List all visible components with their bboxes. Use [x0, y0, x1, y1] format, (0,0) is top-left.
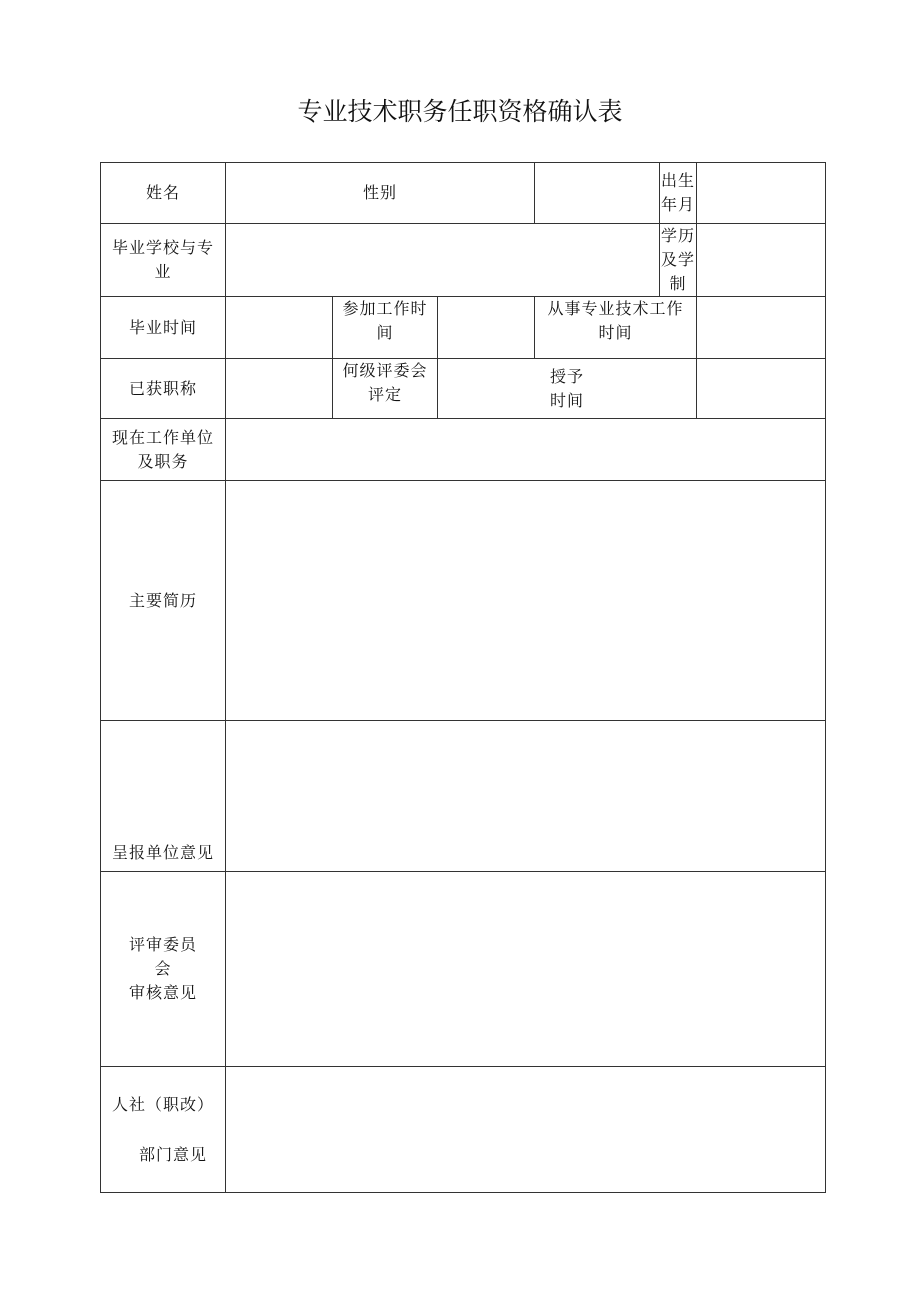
label-review-line2: 会 [154, 959, 172, 978]
label-report-opinion: 呈报单位意见 [101, 721, 226, 872]
row-current-unit [101, 419, 826, 481]
label-gender: 性别 [226, 163, 535, 224]
field-work-start[interactable] [438, 297, 535, 359]
label-review-line1: 评审委员 [128, 935, 197, 954]
label-unit-line2: 及职务 [137, 451, 189, 471]
field-obtained-title[interactable] [226, 359, 333, 419]
label-tech-work-line2: 时间 [598, 323, 633, 342]
label-birth: 出生年月 [660, 163, 697, 224]
label-granted-line1: 授予 [549, 366, 584, 386]
label-hr-opinion [101, 1067, 226, 1193]
label-granted-line2: 时间 [549, 390, 584, 410]
qualification-form-table [100, 162, 826, 1193]
label-committee-line1: 何级评委会 [342, 361, 428, 380]
field-school[interactable] [226, 224, 660, 297]
field-review-opinion[interactable] [226, 872, 826, 1067]
field-granted-time[interactable] [697, 359, 826, 419]
label-school-line1: 毕业学校与专 [111, 238, 214, 257]
label-tech-work [535, 297, 697, 359]
label-unit-line1: 现在工作单位 [111, 427, 214, 447]
field-grad-time[interactable] [226, 297, 333, 359]
label-granted-time [438, 359, 697, 419]
row-name [101, 163, 826, 224]
label-grad-time: 毕业时间 [101, 297, 226, 359]
row-resume [101, 481, 826, 721]
row-report-opinion [101, 721, 826, 872]
field-education[interactable] [697, 224, 826, 297]
label-work-start-line1: 参加工作时 [342, 299, 428, 318]
label-committee [333, 359, 438, 419]
label-school [101, 224, 226, 297]
field-resume[interactable] [226, 481, 826, 721]
label-work-start-line2: 间 [376, 323, 394, 342]
row-obtained-title [101, 359, 826, 419]
label-obtained-title: 已获职称 [101, 359, 226, 419]
row-review-opinion [101, 872, 826, 1067]
row-graduation-school [101, 224, 826, 297]
label-resume: 主要简历 [101, 481, 226, 721]
field-current-unit[interactable] [226, 419, 826, 481]
field-gender[interactable] [535, 163, 660, 224]
label-hr-line2: 部门意见 [138, 1144, 207, 1164]
row-hr-opinion [101, 1067, 826, 1193]
label-tech-work-line1: 从事专业技术工作 [547, 299, 684, 318]
label-current-unit [101, 419, 226, 481]
label-review-opinion [101, 872, 226, 1067]
label-school-line2: 业 [154, 262, 172, 281]
label-work-start [333, 297, 438, 359]
label-review-line3: 审核意见 [128, 983, 197, 1002]
label-education: 学历及学制 [660, 224, 697, 297]
label-hr-line1: 人社（职改） [111, 1094, 214, 1114]
label-committee-line2: 评定 [367, 385, 402, 404]
field-hr-opinion[interactable] [226, 1067, 826, 1193]
label-name: 姓名 [101, 163, 226, 224]
row-graduation-time [101, 297, 826, 359]
field-report-opinion[interactable] [226, 721, 826, 872]
field-tech-work[interactable] [697, 297, 826, 359]
page-title: 专业技术职务任职资格确认表 [297, 97, 623, 126]
field-birth[interactable] [697, 163, 826, 224]
